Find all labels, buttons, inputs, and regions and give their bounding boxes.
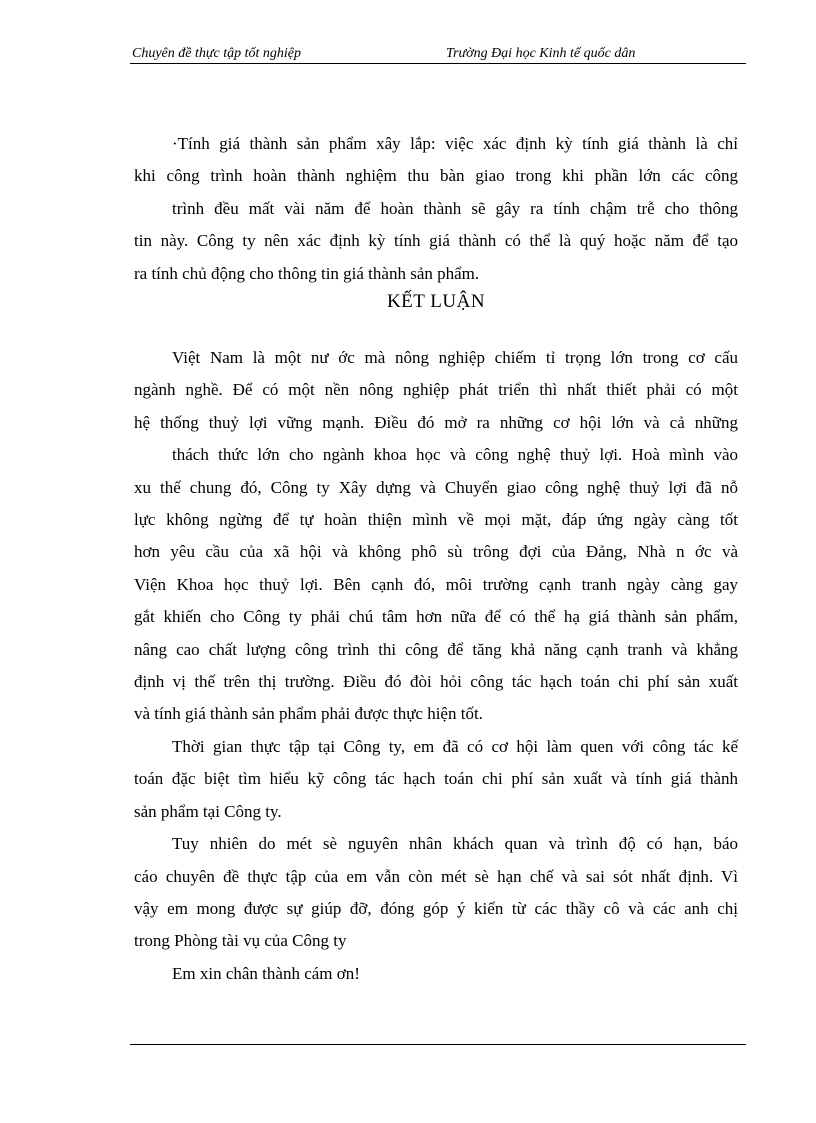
- header-right-text: Trường Đại học Kinh tế quốc dân: [446, 46, 636, 61]
- intro-paragraph: [134, 128, 738, 290]
- footer-rule: [130, 1044, 746, 1045]
- para1-line: và tính giá thành sản phẩm phải được thực hiện tốt.: [134, 704, 483, 724]
- para1-line: hơn yêu cầu của xã hội và không phô sù trông đợi của Đảng, Nhà n ớc và: [134, 542, 738, 562]
- conclusion-title: KẾT LUẬN: [386, 291, 486, 312]
- para1-line: lực không ngừng để tự hoàn thiện mình về mọi mặt, đáp ứng ngày càng tốt: [134, 510, 738, 530]
- para1-line: Việt Nam là một nư ớc mà nông nghiệp chiếm tỉ trọng lớn trong cơ cấu: [172, 348, 738, 367]
- para3-line: cáo chuyên đề thực tập của em vẫn còn mét sè hạn chế và sai sót nhất định. Vì: [134, 866, 738, 886]
- para1-line: ngành nghề. Để có một nền nông nghiệp phát triển thì nhất thiết phải có một: [134, 380, 738, 400]
- para3-line: trong Phòng tài vụ của Công ty: [134, 931, 347, 951]
- intro-line: tin này. Công ty nên xác định kỳ tính giá thành có thể là quý hoặc năm để tạo: [134, 231, 738, 251]
- header-rule: [130, 63, 746, 64]
- intro-line: ra tính chủ động cho thông tin giá thành sản phẩm.: [134, 263, 480, 283]
- para1-line: định vị thế trên thị trường. Điều đó đòi hỏi công tác hạch toán chi phí sản xuất: [134, 672, 738, 692]
- conclusion-body: [134, 342, 738, 990]
- intro-line: ·Tính giá thành sản phẩm xây lắp: việc xác định kỳ tính giá thành là chỉ: [172, 134, 738, 153]
- para1-line: hệ thống thuỷ lợi vững mạnh. Điều đó mở ra những cơ hội lớn và cả những: [134, 412, 738, 432]
- para1-line: xu thế chung đó, Công ty Xây dựng và Chuyển giao công nghệ thuỷ lợi đã nỗ: [134, 477, 738, 497]
- intro-line: khi công trình hoàn thành nghiệm thu bàn giao trong khi phần lớn các công: [134, 166, 738, 186]
- para2-line: toán đặc biệt tìm hiểu kỹ công tác hạch toán chi phí sản xuất và tính giá thành: [134, 769, 738, 789]
- para3-line: Tuy nhiên do mét sè nguyên nhân khách quan và trình độ có hạn, báo: [172, 834, 738, 854]
- para1-line: nâng cao chất lượng công trình thi công để tăng khả năng cạnh tranh và khẳng: [134, 639, 738, 659]
- closing-line: Em xin chân thành cám ơn!: [172, 963, 360, 983]
- intro-line: trình đều mất vài năm để hoàn thành sẽ gây ra tính chậm trễ cho thông: [172, 198, 738, 218]
- para1-line: gắt khiến cho Công ty phải chú tâm hơn nữa để có thể hạ giá thành sản phẩm,: [134, 607, 738, 627]
- para1-line: Viện Khoa học thuỷ lợi. Bên cạnh đó, môi trường cạnh tranh ngày càng gay: [134, 574, 738, 594]
- para1-line: thách thức lớn cho ngành khoa học và công nghệ thuỷ lợi. Hoà mình vào: [172, 445, 738, 465]
- header-left-text: Chuyên đề thực tập tốt nghiệp: [132, 46, 301, 61]
- para3-line: vậy em mong được sự giúp đỡ, đóng góp ý kiến từ các thầy cô và các anh chị: [134, 898, 738, 918]
- page-header: [130, 46, 746, 64]
- para2-line: sản phẩm tại Công ty.: [134, 801, 282, 821]
- para2-line: Thời gian thực tập tại Công ty, em đã có cơ hội làm quen với công tác kế: [172, 736, 738, 756]
